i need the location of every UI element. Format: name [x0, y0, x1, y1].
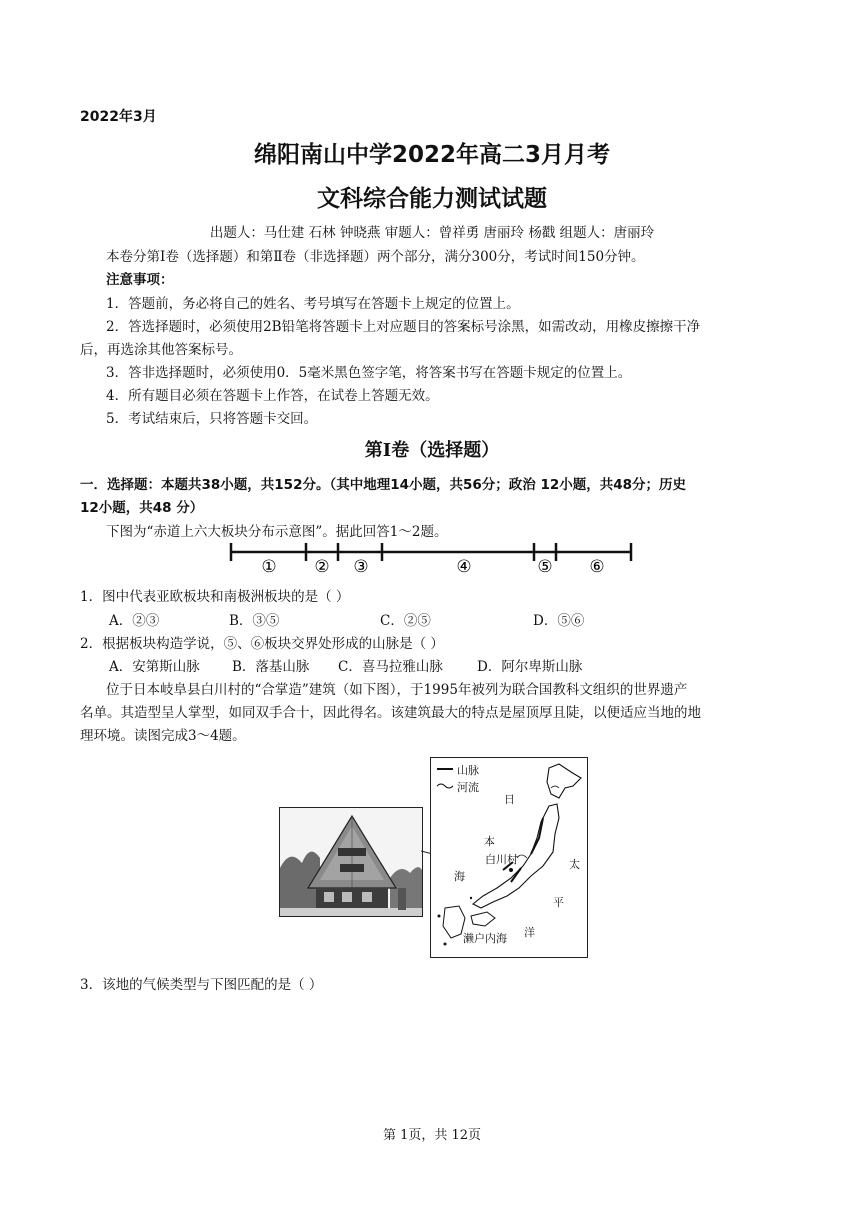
plate-label: ① — [261, 557, 277, 577]
exam-date: 2022年3月 — [80, 109, 157, 125]
question-2-option-d: D．阿尔卑斯山脉 — [477, 659, 583, 675]
section-title: 第Ⅰ卷（选择题） — [364, 440, 500, 461]
map-label-inland-sea: 濑户内海 — [463, 932, 507, 945]
exam-subtitle: 文科综合能力测试试题 — [317, 186, 547, 212]
question-2-stem: 2．根据板块构造学说，⑤、⑥板块交界处形成的山脉是（ ） — [80, 636, 444, 652]
question-2-option-b: B．落基山脉 — [232, 659, 310, 675]
japan-map — [430, 757, 588, 958]
section-heading: 一．选择题：本题共38小题，共152分。（其中地理14小题，共56分；政治 12小题，共48分；历史 — [80, 477, 687, 493]
plate-label: ⑤ — [537, 557, 553, 577]
notes-heading: 注意事项： — [106, 272, 174, 288]
intro-text: 本卷分第Ⅰ卷（选择题）和第Ⅱ卷（非选择题）两个部分，满分300分，考试时间150分钟。 — [106, 249, 645, 265]
note-item: 1．答题前，务必将自己的姓名、考号填写在答题卡上规定的位置上。 — [106, 296, 520, 312]
plate-label: ⑥ — [589, 557, 605, 577]
note-item: 2．答选择题时，必须使用2B铅笔将答题卡上对应题目的答案标号涂黑，如需改动，用橡皮擦擦干净 — [106, 319, 701, 335]
map-label-sea: 海 — [454, 870, 465, 883]
question-intro: 下图为“赤道上六大板块分布示意图”。据此回答1～2题。 — [106, 524, 448, 540]
note-item: 4．所有题目必须在答题卡上作答，在试卷上答题无效。 — [106, 388, 439, 404]
map-label-ping: 平 — [553, 896, 564, 909]
note-item: 3．答非选择题时，必须使用0．5毫米黑色签字笔，将答案书写在答题卡规定的位置上。 — [106, 365, 632, 381]
plate-label: ② — [314, 557, 330, 577]
passage-line: 理环境。读图完成3～4题。 — [80, 728, 246, 744]
question-1-option-b: B．③⑤ — [229, 613, 280, 629]
question-1-option-a: A．②③ — [109, 613, 160, 629]
question-2-option-c: C．喜马拉雅山脉 — [338, 659, 443, 675]
map-label-village: 白川村 — [485, 853, 518, 866]
passage-line: 位于日本岐阜县白川村的“合掌造”建筑（如下图），于1995年被列为联合国教科文组织的世界遗产 — [106, 682, 688, 698]
passage-line: 名单。其造型呈人掌型，如同双手合十，因此得名。该建筑最大的特点是屋顶厚且陡，以便适应当地的地 — [80, 705, 701, 721]
plate-label: ③ — [353, 557, 369, 577]
map-label-tai: 太 — [569, 858, 580, 871]
note-item: 后，再选涂其他答案标号。 — [80, 342, 242, 358]
map-label-ben: 本 — [484, 835, 495, 848]
page-footer: 第 1页，共 12页 — [382, 1128, 482, 1143]
authors-line: 出题人：马仕建 石林 钟晓燕 审题人：曾祥勇 唐丽玲 杨戳 组题人：唐丽玲 — [209, 225, 655, 241]
map-label-ri: 日 — [504, 793, 515, 806]
exam-title: 绵阳南山中学2022年高二3月月考 — [253, 142, 611, 168]
map-legend-river: 河流 — [457, 781, 479, 794]
map-label-yang: 洋 — [524, 926, 535, 939]
map-legend-mountain: 山脉 — [457, 764, 479, 777]
question-3-stem: 3．该地的气候类型与下图匹配的是（ ） — [80, 977, 323, 993]
plate-diagram — [225, 538, 637, 578]
question-1-stem: 1．图中代表亚欧板块和南极洲板块的是（ ） — [80, 589, 350, 605]
plate-label: ④ — [456, 557, 472, 577]
section-heading-cont: 12小题，共48 分） — [80, 500, 204, 516]
gassho-house-photo — [279, 807, 423, 917]
question-1-option-c: C．②⑤ — [380, 613, 431, 629]
question-2-option-a: A．安第斯山脉 — [109, 659, 200, 675]
question-1-option-d: D．⑤⑥ — [533, 613, 585, 629]
note-item: 5．考试结束后，只将答题卡交回。 — [106, 411, 318, 427]
